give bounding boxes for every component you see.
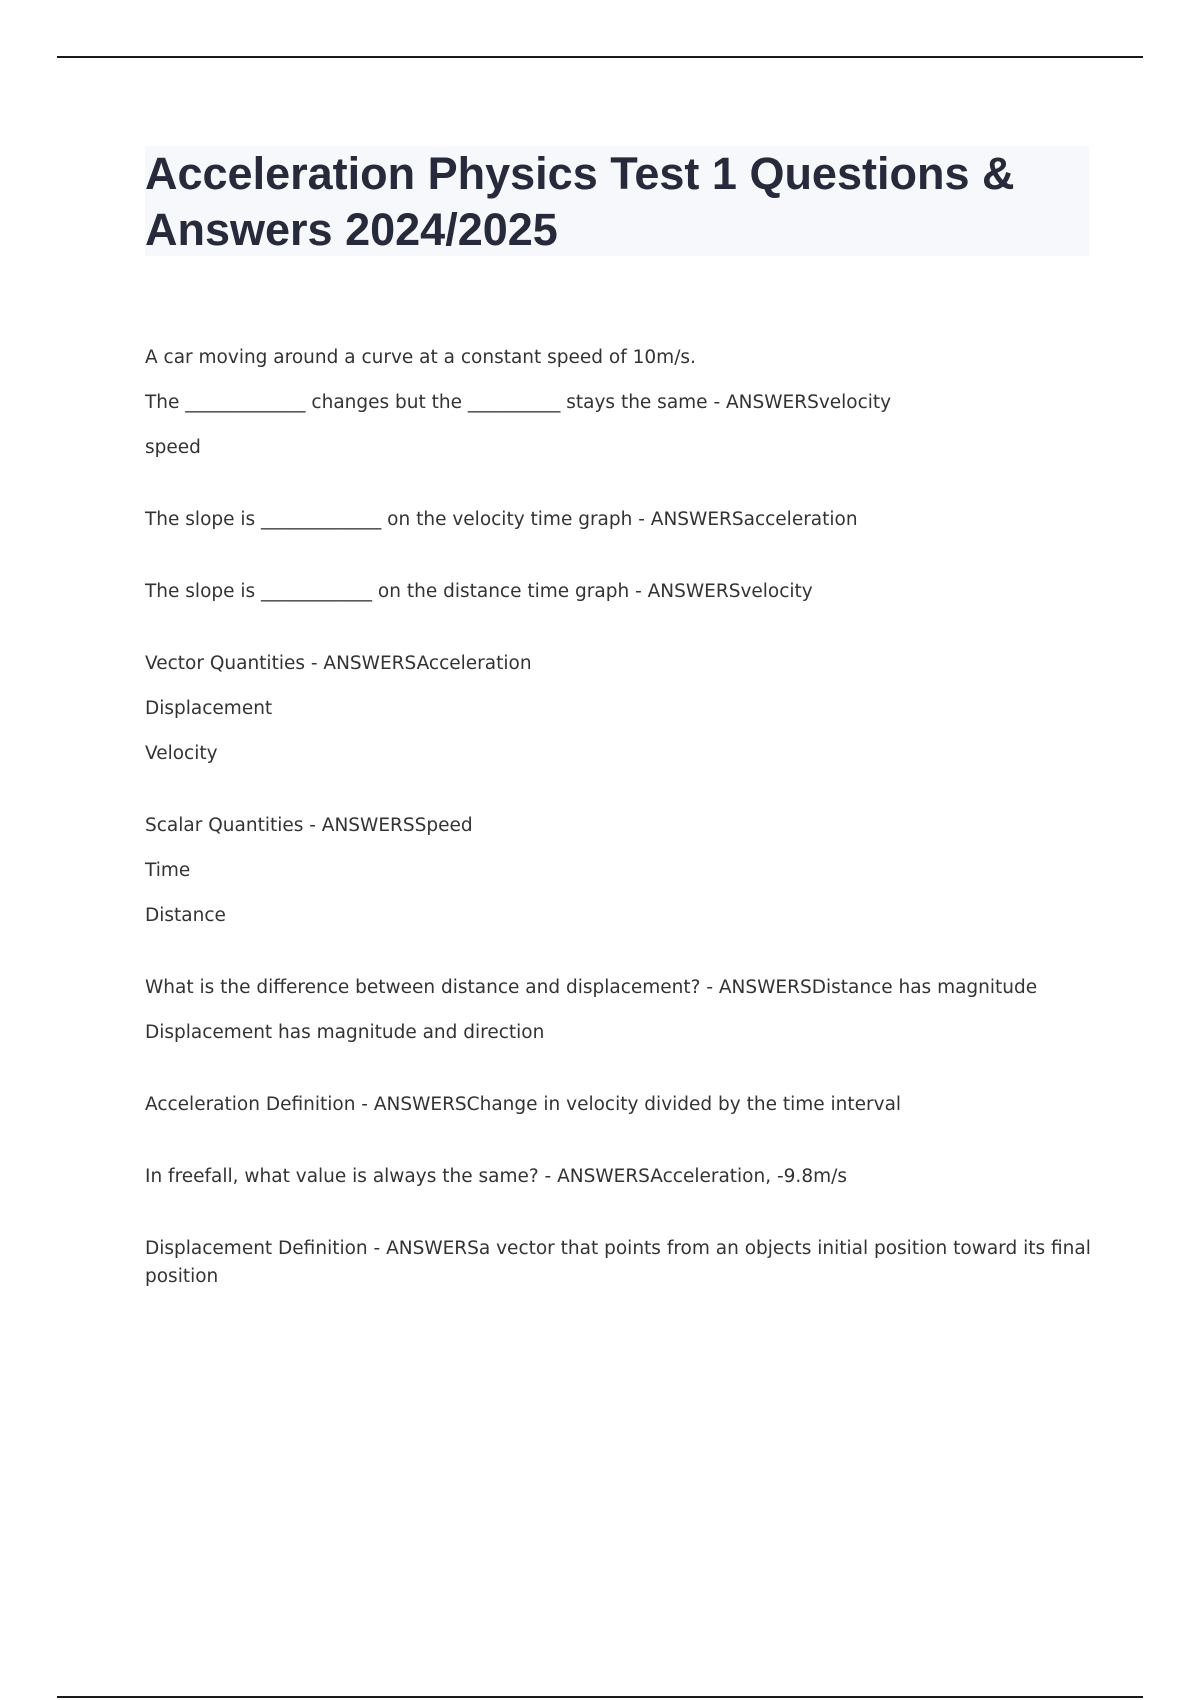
header-rule [57,56,1143,58]
qa-entry-6 [145,974,1095,1046]
qa-line: Scalar Quantities - ANSWERSSpeed [145,815,473,836]
qa-line: speed [145,437,201,458]
qa-entry-1 [145,344,1095,461]
document-title: Acceleration Physics Test 1 Questions & Answers 2024/2025 [145,148,1015,255]
qa-line: A car moving around a curve at a constant speed of 10m/s. [145,347,696,368]
qa-line: What is the difference between distance and displacement? - ANSWERSDistance has magnitude [145,977,1038,998]
qa-entry-3 [145,578,1095,605]
qa-line: Velocity [145,743,218,764]
qa-content [145,344,1095,1336]
qa-line: Vector Quantities - ANSWERSAcceleration [145,653,532,674]
qa-entry-9 [145,1235,1095,1291]
qa-line: Distance [145,905,226,926]
qa-line: The _____________ changes but the __________ stays the same - ANSWERSvelocity [145,392,892,413]
qa-line: Displacement [145,698,273,719]
qa-line: The slope is _____________ on the velocity time graph - ANSWERSacceleration [145,509,858,530]
qa-entry-5 [145,812,1095,929]
qa-line: In freefall, what value is always the same? - ANSWERSAcceleration, -9.8m/s [145,1166,847,1187]
qa-line: Time [145,860,191,881]
qa-entry-7 [145,1091,1095,1118]
footer-rule [57,1696,1143,1698]
qa-entry-2 [145,506,1095,533]
qa-entry-4 [145,650,1095,767]
qa-line: Acceleration Definition - ANSWERSChange in velocity divided by the time interval [145,1094,902,1115]
title-box [145,146,1089,256]
qa-line: Displacement Definition - ANSWERSa vector that points from an objects initial position toward its final position [145,1238,1091,1287]
qa-entry-8 [145,1163,1095,1190]
qa-line: The slope is ____________ on the distance time graph - ANSWERSvelocity [145,581,813,602]
qa-line: Displacement has magnitude and direction [145,1022,545,1043]
